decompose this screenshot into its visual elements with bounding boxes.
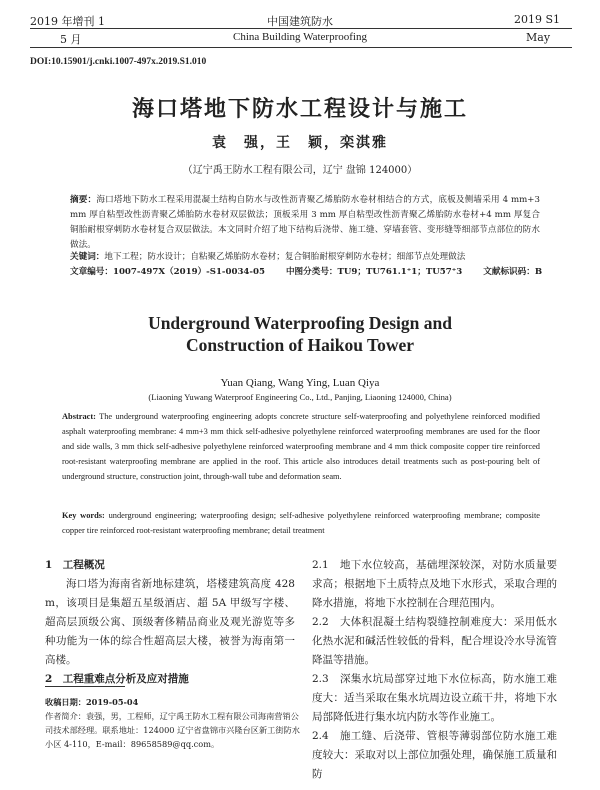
affiliation-cn: （辽宁禹王防水工程有限公司，辽宁 盘锦 124000） [182, 165, 418, 176]
abstract-cn [70, 193, 540, 253]
paragraph-2-2: 2.2 大体积混凝土结构裂缝控制难度大：采用低水化热水泥和碱活性较低的骨料，配合埋设冷水导流管降温等措施。 [312, 616, 557, 666]
body-right-column [312, 556, 557, 784]
footnote [45, 695, 300, 751]
header-journal-issue: 2019 年增刊 1 [30, 15, 105, 28]
keywords-cn-text: 地下工程；防水设计；自粘聚乙烯胎防水卷材；复合铜胎耐根穿刺防水卷材；细部节点处理做法 [104, 252, 466, 262]
footnote-received: 收稿日期：2019-05-04 [45, 697, 139, 707]
header-month-en: May [526, 31, 551, 44]
keywords-cn [70, 250, 540, 265]
abstract-cn-text: 海口塔地下防水工程采用混凝土结构自防水与改性沥青聚乙烯胎防水卷材相结合的方式，底板及侧墙采用 4 mm+3 mm 厚自粘型改性沥青聚乙烯胎防水卷材双层做法；顶板采用 3 mm 厚自粘型改性沥青聚乙烯胎防水卷材+4 mm 厚复合铜胎耐根穿刺防水卷材复合双层做法。本文同时介绍了地下结构后浇带、施工缝、穿墙套管、变形缝等细部节点部位的防水做法。 [70, 195, 540, 250]
section-1-text: 海口塔为海南省新地标建筑，塔楼建筑高度 428 m，该项目是集超五星级酒店、超 5A 甲级写字楼、超高层顶级公寓、顶级奢侈精品商业及观光游览等多种功能为一体的综合性超高层大楼，被誉为海南第一高楼。 [45, 578, 295, 666]
header-rule-bottom [30, 47, 572, 48]
abstract-en [62, 409, 540, 484]
paragraph-2-4: 2.4 施工缝、后浇带、管根等薄弱部位防水施工难度较大：采取对以上部位加强处理，确保施工质量和防 [312, 730, 557, 780]
keywords-en-label: Key words: [62, 511, 105, 520]
title-cn: 海口塔地下防水工程设计与施工 [131, 96, 468, 122]
body-left-column [45, 556, 295, 689]
article-number: 文章编号：1007-497X（2019）-S1-0034-05 [70, 267, 265, 277]
footnote-rule [45, 686, 125, 687]
abstract-en-label: Abstract: [62, 412, 96, 421]
affiliation-en: (Liaoning Yuwang Waterproof Engineering Co., Ltd., Panjing, Liaoning 124000, China) [148, 392, 452, 402]
header-rule-top [30, 28, 572, 29]
authors-en: Yuan Qiang, Wang Ying, Luan Qiya [220, 377, 380, 389]
paragraph-2-1: 2.1 地下水位较高，基础埋深较深，对防水质量要求高；根据地下土质特点及地下水形式，采取合理的降水措施，将地下水控制在合理范围内。 [312, 559, 557, 609]
keywords-en [62, 508, 540, 538]
footnote-author-info: 作者简介：袁强，男，工程师，辽宁禹王防水工程有限公司海南营销公司技术部经理。联系地址：124000 辽宁省盘锦市兴隆台区新工街防水小区 4-110，E-mail：89658589@qq.com。 [45, 711, 300, 749]
title-en-line2: Construction of Haikou Tower [185, 335, 414, 355]
abstract-cn-label: 摘要： [70, 195, 97, 205]
clc-number: 中图分类号：TU9；TU761.1⁺1；TU57⁺3 [285, 267, 463, 277]
header-journal-name-en: China Building Waterproofing [233, 31, 367, 43]
abstract-en-text: The underground waterproofing engineering adopts concrete structure self-waterproofing and polyethylene reinforced modified asphalt waterproofing membrane: 4 mm+3 mm thick self-adhesive polyethylene reinforced waterproofing membranes are used for the floor and side walls, 3 mm thick self-adhesive polyethylene reinforced waterproofing membrane and 4 mm thick composite copper tire reinforced root-resistant waterproofing membrane are applied in the roof. This article also introduces detail treatments such as post-pouring belt of underground structure, construction joint, through-wall tube and deformation seam. [62, 412, 540, 481]
authors-cn: 袁 强，王 颖，栾淇雅 [212, 135, 388, 151]
paragraph-2-3: 2.3 深集水坑局部穿过地下水位标高，防水施工难度大：适当采取在集水坑周边设立疏干井，将地下水局部降低进行集水坑内防水等作业施工。 [312, 673, 557, 723]
header-journal-month: 5 月 [60, 33, 82, 46]
section-1-title: 1 工程概况 [45, 559, 105, 571]
doi: DOI:10.15901/j.cnki.1007-497x.2019.S1.010 [30, 57, 207, 67]
header-journal-name-cn: 中国建筑防水 [267, 15, 333, 28]
keywords-cn-label: 关键词： [70, 252, 105, 262]
title-en-line1: Underground Waterproofing Design and [148, 313, 452, 333]
header-year-supplement: 2019 S1 [514, 13, 561, 26]
article-meta-cn [70, 265, 543, 277]
section-2-title: 2 工程重难点分析及应对措施 [45, 673, 189, 685]
keywords-en-text: underground engineering; waterproofing design; self-adhesive polyethylene reinforced waterproofing membrane; composite copper tire reinforced root-resistant waterproofing membrane; detail treatment [62, 511, 540, 535]
document-code: 文献标识码：B [483, 267, 543, 277]
